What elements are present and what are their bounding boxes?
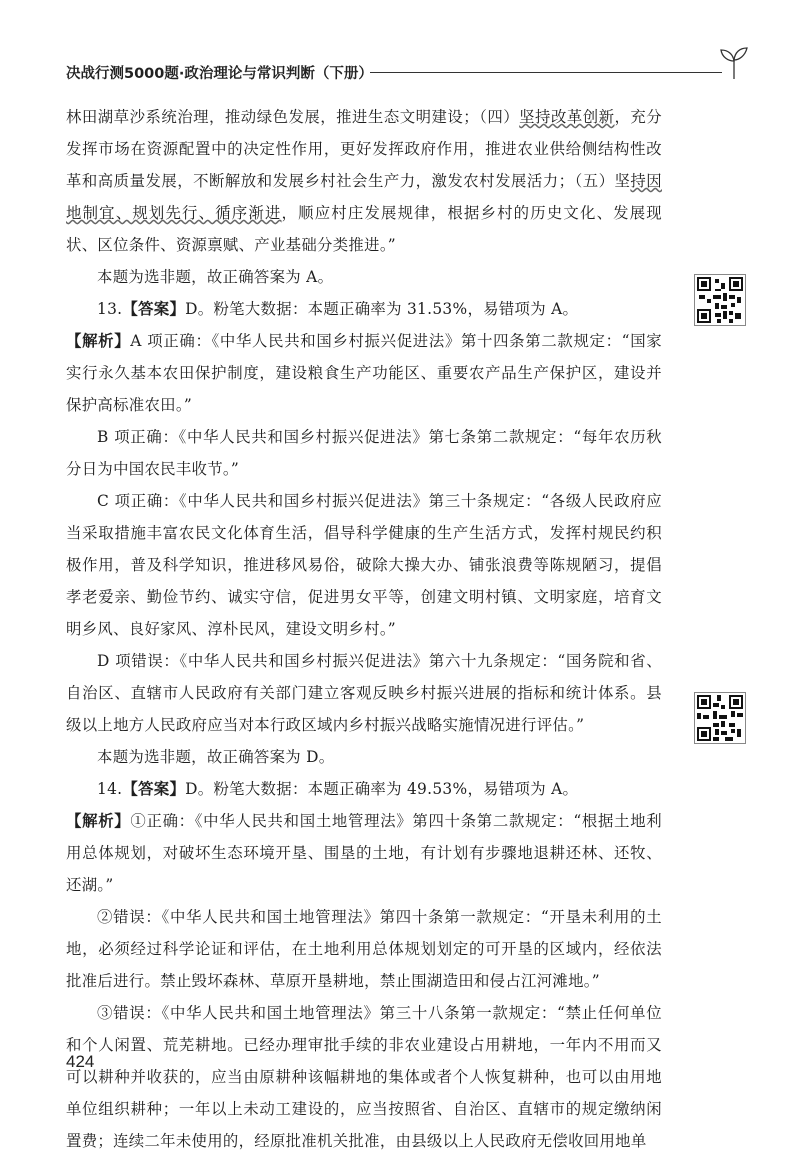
question-14-analysis-3: ③错误：《中华人民共和国土地管理法》第三十八条第一款规定：“禁止任何单位和个人闲置、荒芜耕地。已经办理审批手续的非农业建设占用耕地，一年内不用而又可以耕种并收获的，应当由原耕种该幅耕地的集体或者个人恢复耕种，也可以由用地单位组织耕种；一年以上未动工建设的，应当按照省、自治区、直辖市的规定缴纳闲置费；连续二年未使用的，经原批准机关批准，由县级以上人民政府无偿收回用地单 [66, 1004, 662, 1150]
question-14-analysis-2: ②错误：《中华人民共和国土地管理法》第四十条第一款规定：“开垦未利用的土地，必须经过科学论证和评估，在土地利用总体规划划定的可开垦的区域内，经依法批准后进行。禁止毁坏森林、草原开垦耕地，禁止围湖造田和侵占江河滩地。” [66, 908, 662, 990]
underlined-phrase: 持因地制宜、规划先行、循序渐进 [66, 172, 662, 222]
sprout-icon [718, 46, 750, 80]
qr-code-icon [694, 274, 746, 326]
answer-tag: 【答案】 [122, 300, 186, 318]
answer-conclusion: 本题为选非题，故正确答案为 A。 [97, 268, 334, 286]
page-number: 424 [66, 1052, 95, 1071]
running-header [66, 58, 756, 88]
page-body [66, 101, 662, 1157]
question-13-analysis-b: B 项正确：《中华人民共和国乡村振兴促进法》第七条第二款规定：“每年农历秋分日为中国农民丰收节。” [66, 428, 662, 478]
question-number: 13. [97, 300, 123, 318]
answer-tag: 【答案】 [122, 780, 186, 798]
analysis-tag: 【解析】 [66, 332, 131, 350]
answer-conclusion: 本题为选非题，故正确答案为 D。 [97, 748, 335, 766]
question-13-analysis-a: 【解析】A 项正确：《中华人民共和国乡村振兴促进法》第十四条第二款规定：“国家实行永久基本农田保护制度，建设粮食生产功能区、重要农产品生产保护区，建设并保护高标准农田。” [66, 332, 662, 414]
underlined-phrase: 坚持改革创新 [519, 108, 615, 126]
question-13-analysis-d: D 项错误：《中华人民共和国乡村振兴促进法》第六十九条规定：“国务院和省、自治区、直辖市人民政府有关部门建立客观反映乡村振兴进展的指标和统计体系。县级以上地方人民政府应当对本行政区域内乡村振兴战略实施情况进行评估。” [66, 652, 662, 734]
question-number: 14. [97, 780, 123, 798]
paragraph: 林田湖草沙系统治理，推动绿色发展，推进生态文明建设；（四）坚持改革创新，充分发挥市场在资源配置中的决定性作用，更好发挥政府作用，推进农业供给侧结构性改革和高质量发展，不断解放和发展乡村社会生产力，激发农村发展活力；（五）坚持因地制宜、规划先行、循序渐进，顺应村庄发展规律，根据乡村的历史文化、发展现状、区位条件、资源禀赋、产业基础分类推进。” [66, 108, 662, 254]
analysis-tag: 【解析】 [66, 812, 131, 830]
header-title: 决战行测5000题·政治理论与常识判断（下册） [66, 66, 373, 82]
question-14-answer: 14.【答案】D。粉笔大数据：本题正确率为 49.53%，易错项为 A。 [97, 780, 579, 798]
question-13-analysis-c: C 项正确：《中华人民共和国乡村振兴促进法》第三十条规定：“各级人民政府应当采取措施丰富农民文化体育生活，倡导科学健康的生产生活方式，发挥村规民约积极作用，普及科学知识，推进移风易俗，破除大操大办、铺张浪费等陈规陋习，提倡孝老爱亲、勤俭节约、诚实守信，促进男女平等，创建文明村镇、文明家庭，培育文明乡风、良好家风、淳朴民风，建设文明乡村。” [66, 492, 662, 638]
question-13-answer: 13.【答案】D。粉笔大数据：本题正确率为 31.53%，易错项为 A。 [97, 300, 579, 318]
header-rule [370, 72, 722, 73]
qr-code-icon [694, 692, 746, 744]
question-14-analysis-1: 【解析】①正确：《中华人民共和国土地管理法》第四十条第二款规定：“根据土地利用总体规划，对破坏生态环境开垦、围垦的土地，有计划有步骤地退耕还林、还牧、还湖。” [66, 812, 662, 894]
